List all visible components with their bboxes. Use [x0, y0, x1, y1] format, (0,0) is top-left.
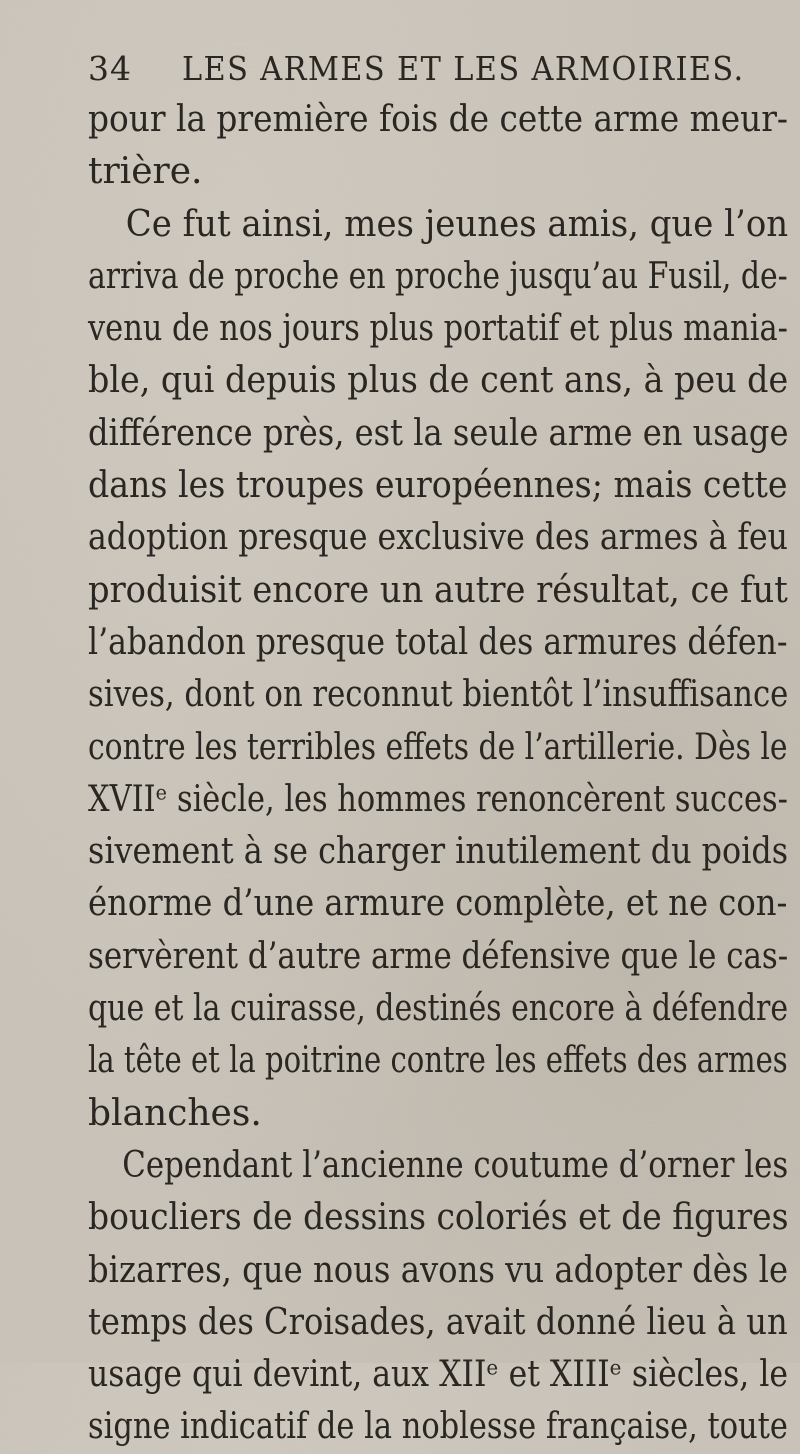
running-head — [88, 44, 788, 94]
text-line: que et la cuirasse, destinés encore à défendre — [88, 988, 789, 1030]
text-line: temps des Croisades, avait donné lieu à un — [88, 1301, 788, 1343]
text-line: contre les terribles effets de l’artillerie. Dès le — [88, 726, 788, 768]
body-text — [88, 94, 788, 1454]
page-number: 34 — [88, 49, 132, 88]
text-line: Cependant l’ancienne coutume d’orner les — [122, 1144, 789, 1186]
running-title: LES ARMES ET LES ARMOIRIES. — [182, 49, 745, 88]
text-line: sivement à se charger inutilement du poids — [88, 831, 789, 873]
text-line: arriva de proche en proche jusqu’au Fusil, de- — [88, 255, 788, 297]
text-line: trière. — [88, 151, 203, 193]
text-line: ble, qui depuis plus de cent ans, à peu de — [88, 360, 789, 402]
text-line: venu de nos jours plus portatif et plus mania- — [88, 308, 788, 350]
text-line: l’abandon presque total des armures défen- — [88, 621, 788, 663]
text-line: XVIIᵉ siècle, les hommes renoncèrent succes- — [88, 778, 788, 820]
text-line: signe indicatif de la noblesse française, toute — [88, 1406, 788, 1448]
text-line: servèrent d’autre arme défensive que le cas- — [88, 935, 789, 977]
text-line: la tête et la poitrine contre les effets des armes — [88, 1040, 788, 1082]
text-line: dans les troupes européennes; mais cette — [88, 465, 788, 507]
text-line: sives, dont on reconnut bientôt l’insuffisance — [88, 674, 789, 716]
text-line: énorme d’une armure complète, et ne con- — [88, 883, 788, 925]
text-line: différence près, est la seule arme en usage — [88, 412, 789, 454]
text-line: produisit encore un autre résultat, ce fut — [88, 569, 788, 611]
text-line: boucliers de dessins coloriés et de figures — [88, 1197, 789, 1239]
text-line: adoption presque exclusive des armes à feu — [88, 517, 789, 559]
text-line: bizarres, que nous avons vu adopter dès le — [88, 1249, 789, 1291]
text-line: pour la première fois de cette arme meur- — [88, 99, 788, 140]
text-line: blanches. — [88, 1092, 262, 1134]
text-line: usage qui devint, aux XIIᵉ et XIIIᵉ siècles, le — [88, 1354, 789, 1396]
text-line: Ce fut ainsi, mes jeunes amis, que l’on — [125, 203, 789, 245]
